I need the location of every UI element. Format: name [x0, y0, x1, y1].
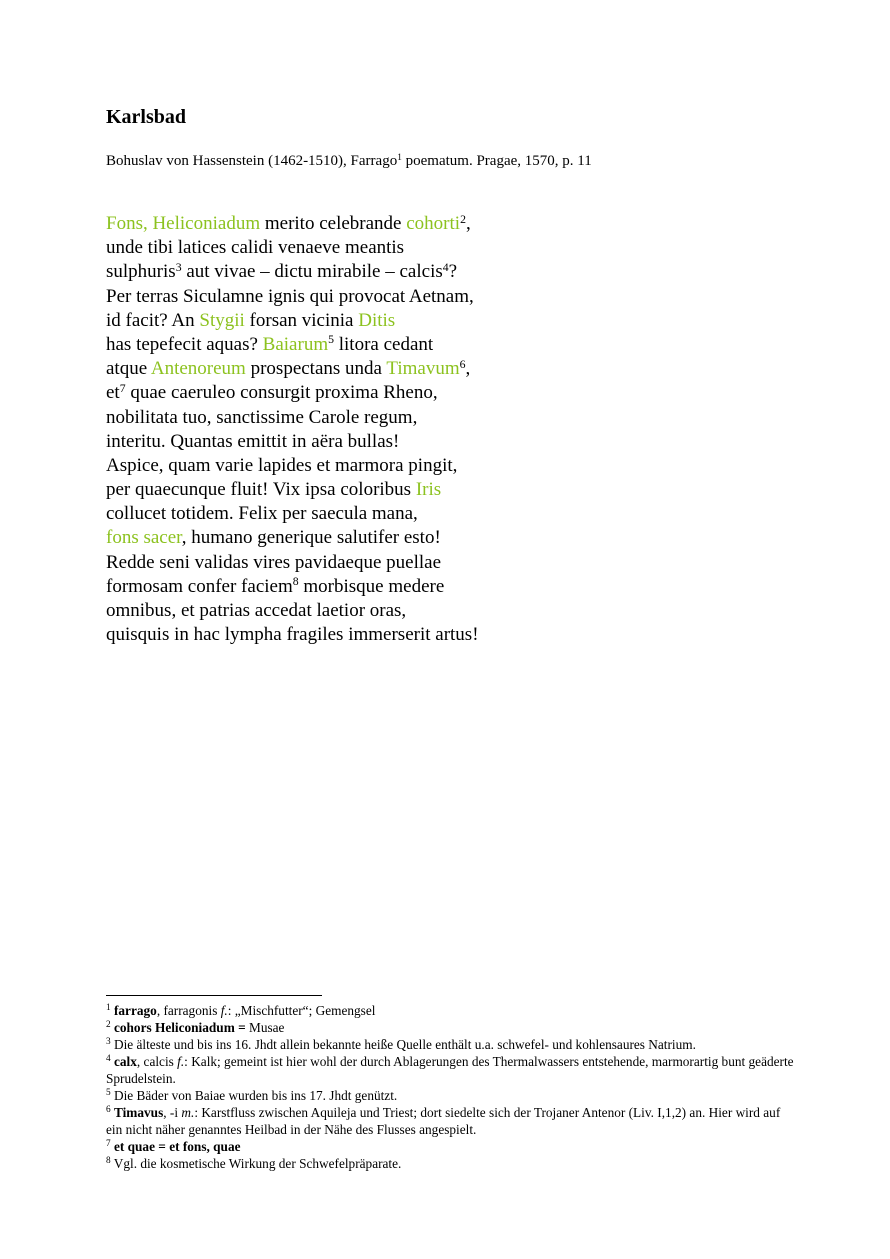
- footnote-ref: 1: [397, 152, 402, 163]
- footnote-number: 7: [106, 1139, 111, 1150]
- poem-line: [106, 236, 479, 260]
- footnote-text: , calcis: [136, 1054, 178, 1069]
- footnote-ref: 3: [175, 260, 182, 274]
- poem-text: ,: [465, 213, 471, 234]
- highlighted-term: cohorti: [406, 213, 461, 234]
- poem-text: ,: [465, 358, 471, 380]
- poem-text: quae caeruleo consurgit proxima Rheno,: [125, 382, 438, 404]
- footnote-ref: 8: [292, 575, 299, 589]
- footnote-separator: [106, 995, 322, 996]
- footnote-number: 1: [106, 1003, 111, 1014]
- poem-text: unde tibi latices calidi venaeve meantis: [106, 237, 405, 259]
- footnote-2: [106, 1019, 796, 1036]
- poem-line: [106, 333, 479, 357]
- poem-text: sulphuris: [106, 261, 176, 283]
- poem-text: merito celebrande: [260, 213, 407, 234]
- footnote-5: [106, 1087, 796, 1104]
- footnote-1: [106, 1002, 796, 1019]
- footnote-text: Musae: [245, 1020, 285, 1035]
- footnote-text: Vgl. die kosmetische Wirkung der Schwefelpräparate.: [113, 1156, 402, 1171]
- footnote-number: 2: [106, 1020, 111, 1031]
- poem-text: ?: [448, 261, 458, 283]
- footnote-text: Die Bäder von Baiae wurden bis ins 17. Jhdt genützt.: [113, 1088, 398, 1103]
- footnote-number: 3: [106, 1037, 111, 1048]
- poem-text: per quaecunque fluit! Vix ipsa coloribus: [106, 479, 416, 501]
- footnote-text: : „Mischfutter“; Gemengsel: [227, 1003, 376, 1018]
- poem-line: [106, 285, 479, 309]
- footnote-number: 4: [106, 1054, 111, 1065]
- poem-text: interitu. Quantas emittit in aëra bullas!: [106, 430, 400, 452]
- poem-line: [106, 430, 479, 454]
- footnote-text: , -i: [163, 1105, 182, 1120]
- footnote-text: m.: [181, 1105, 195, 1120]
- footnote-number: 5: [106, 1088, 111, 1099]
- highlighted-term: Fons, Heliconiadum: [106, 213, 261, 234]
- poem-text: formosam confer faciem: [106, 575, 293, 597]
- footnote-term: et quae = et fons, quae: [113, 1139, 241, 1154]
- poem-line: [106, 623, 479, 647]
- poem-text: atque: [106, 358, 151, 380]
- footnote-term: Timavus: [113, 1105, 164, 1120]
- poem: [106, 212, 479, 647]
- poem-text: prospectans unda: [245, 358, 387, 380]
- highlighted-term: fons sacer: [106, 527, 182, 549]
- poem-line: [106, 454, 479, 478]
- poem-line: [106, 212, 479, 236]
- footnote-term: calx: [113, 1054, 137, 1069]
- highlighted-term: Ditis: [358, 309, 396, 331]
- footnote-ref: 7: [119, 381, 126, 395]
- footnote-text: f.: [177, 1054, 185, 1069]
- footnote-6: [106, 1104, 796, 1138]
- poem-text: , humano generique salutifer esto!: [181, 527, 441, 549]
- poem-line: [106, 406, 479, 430]
- poem-text: nobilitata tuo, sanctissime Carole regum,: [106, 406, 418, 428]
- source-text: Bohuslav von Hassenstein (1462-1510), Farrago: [106, 153, 398, 169]
- footnote-term: cohors Heliconiadum =: [113, 1020, 246, 1035]
- page-title: Karlsbad: [106, 106, 187, 128]
- poem-line: [106, 502, 479, 526]
- poem-line: [106, 575, 479, 599]
- poem-text: morbisque medere: [298, 575, 445, 597]
- footnote-8: [106, 1155, 796, 1172]
- poem-text: Redde seni validas vires pavidaeque puellae: [106, 551, 442, 573]
- poem-line: [106, 526, 479, 550]
- highlighted-term: Iris: [415, 479, 442, 501]
- footnote-ref: 4: [442, 260, 449, 274]
- highlighted-term: Timavum: [386, 358, 460, 380]
- poem-text: quisquis in hac lympha fragiles immerserit artus!: [106, 624, 479, 646]
- poem-text: litora cedant: [334, 333, 434, 355]
- footnote-text: : Karstfluss zwischen Aquileja und Triest; dort siedelte sich der Trojaner Antenor (Liv. I,1,2) an. Hier wird auf ein nicht näher genanntes Heilbad in der Nähe des Flusses angespielt.: [106, 1105, 781, 1137]
- poem-line: [106, 357, 479, 381]
- poem-line: [106, 260, 479, 284]
- highlighted-term: Stygii: [199, 309, 245, 331]
- footnote-text: , farragonis: [156, 1003, 221, 1018]
- poem-line: [106, 551, 479, 575]
- footnote-7: [106, 1138, 796, 1155]
- poem-line: [106, 478, 479, 502]
- footnote-number: 8: [106, 1156, 111, 1167]
- poem-text: aut vivae – dictu mirabile – calcis: [181, 261, 443, 283]
- poem-text: forsan vicinia: [244, 309, 359, 331]
- footnote-text: : Kalk; gemeint ist hier wohl der durch Ablagerungen des Thermalwassers entstehende, marmorartig bunt geäderte Sprudelstein.: [106, 1054, 794, 1086]
- footnote-number: 6: [106, 1105, 111, 1116]
- poem-text: has tepefecit aquas?: [106, 333, 263, 355]
- footnotes: [106, 1002, 796, 1172]
- highlighted-term: Antenoreum: [150, 358, 246, 380]
- poem-text: Aspice, quam varie lapides et marmora pingit,: [106, 454, 458, 476]
- poem-text: et: [106, 382, 120, 404]
- poem-line: [106, 599, 479, 623]
- poem-text: id facit? An: [106, 309, 200, 331]
- footnote-ref: 5: [328, 333, 334, 347]
- footnote-3: [106, 1036, 796, 1053]
- footnote-term: farrago: [113, 1003, 157, 1018]
- poem-text: Per terras Siculamne ignis qui provocat Aetnam,: [106, 285, 474, 307]
- source-text-end: poematum. Pragae, 1570, p. 11: [401, 153, 592, 169]
- footnote-text: f.: [220, 1003, 228, 1018]
- footnote-text: Die älteste und bis ins 16. Jhdt allein bekannte heiße Quelle enthält u.a. schwefel- und kohlensaures Natrium.: [113, 1037, 696, 1052]
- footnote-ref: 6: [459, 357, 466, 371]
- poem-line: [106, 381, 479, 405]
- highlighted-term: Baiarum: [262, 333, 329, 355]
- poem-text: omnibus, et patrias accedat laetior oras,: [106, 600, 407, 621]
- footnote-ref: 2: [460, 212, 466, 226]
- source-citation: [106, 153, 592, 170]
- poem-line: [106, 309, 479, 333]
- poem-text: collucet totidem. Felix per saecula mana,: [106, 503, 418, 525]
- footnote-4: [106, 1053, 796, 1087]
